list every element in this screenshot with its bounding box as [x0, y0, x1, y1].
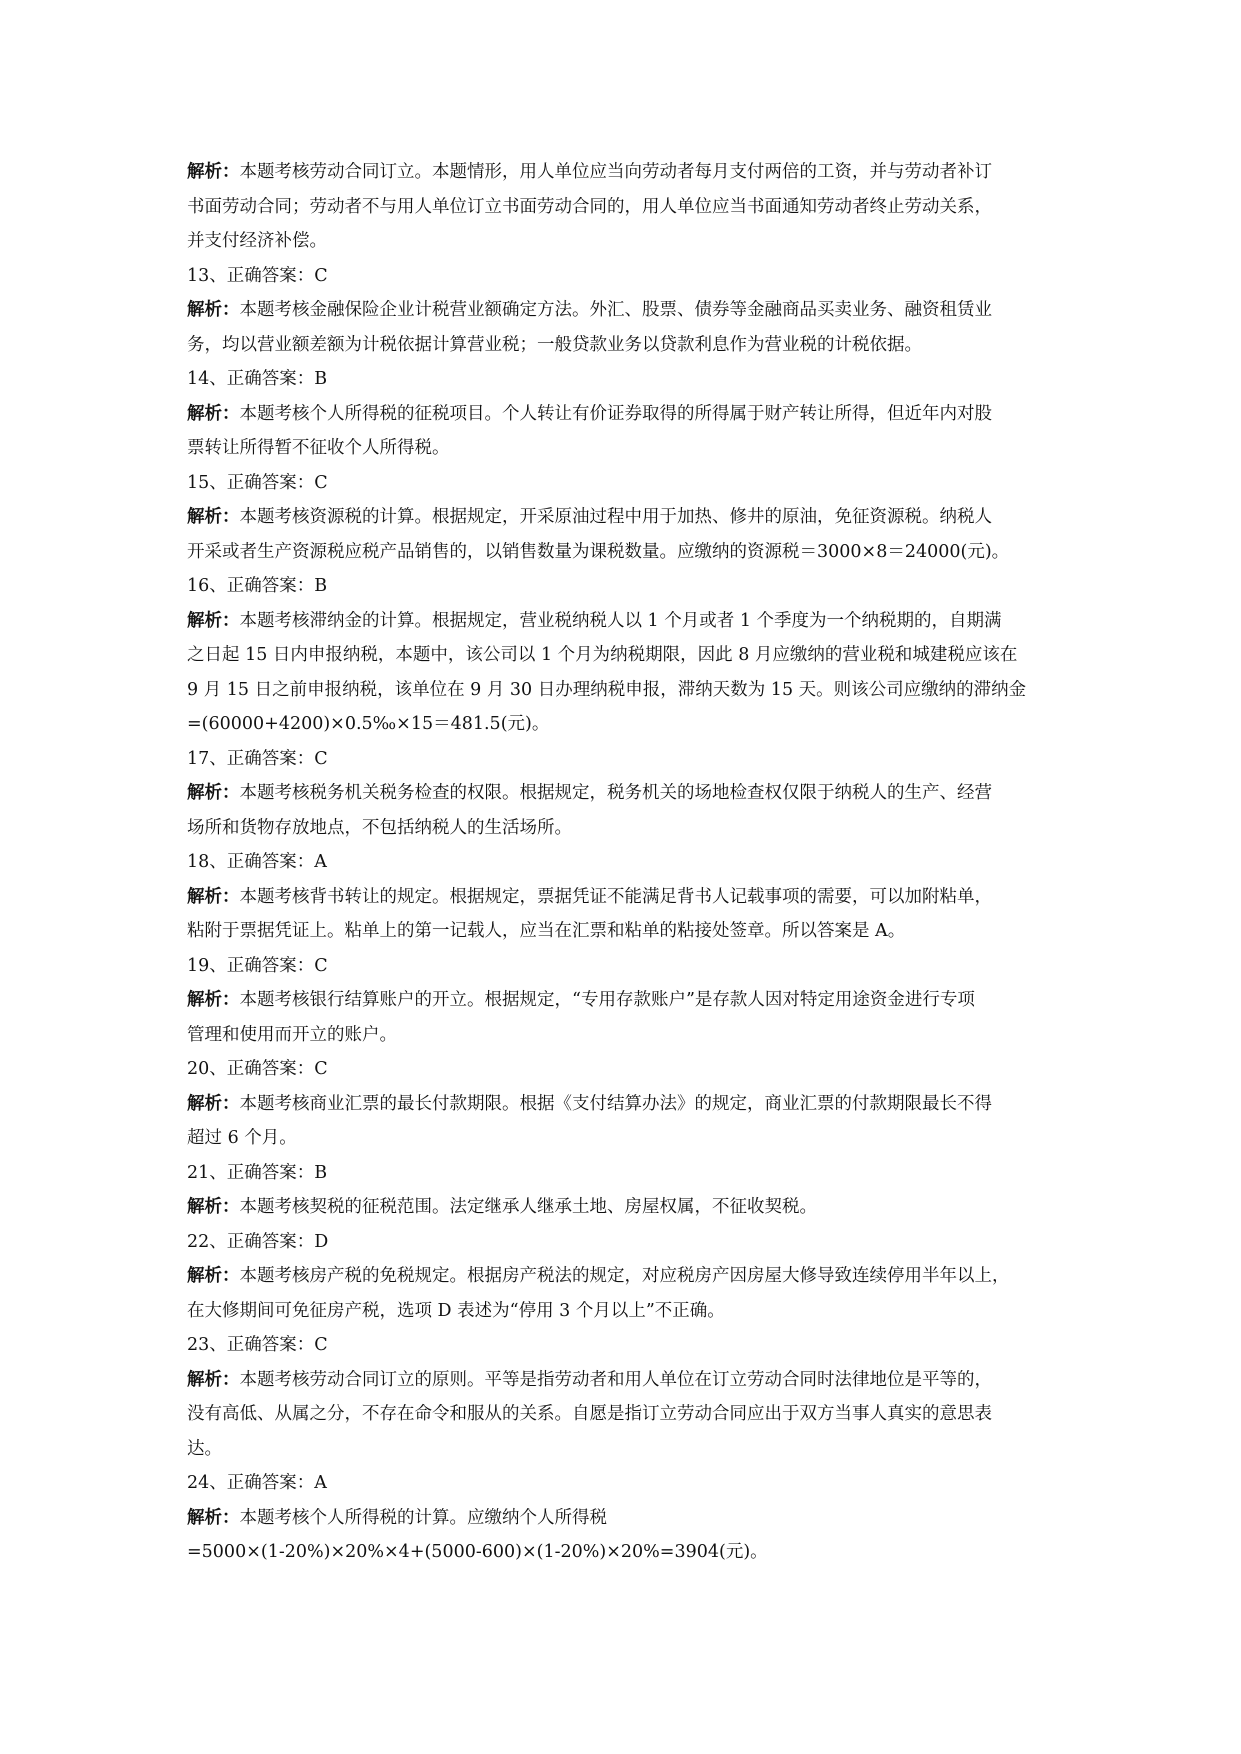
line-text: 22、正确答案：D — [187, 1231, 329, 1252]
text-line — [187, 914, 1053, 949]
line-text: 本题考核银行结算账户的开立。根据规定，“专用存款账户”是存款人因对特定用途资金进行专项 — [239, 990, 975, 1010]
analysis-line — [187, 776, 1053, 811]
line-text: 本题考核滞纳金的计算。根据规定，营业税纳税人以 1 个月或者 1 个季度为一个纳税期的，自期满 — [239, 610, 1002, 631]
line-text: 场所和货物存放地点，不包括纳税人的生活场所。 — [187, 817, 572, 838]
answer-line — [187, 1156, 1053, 1191]
line-text: 粘附于票据凭证上。粘单上的第一记载人，应当在汇票和粘单的粘接处签章。所以答案是 A。 — [187, 921, 906, 941]
text-line — [187, 811, 1053, 846]
analysis-label: 解析： — [187, 1093, 240, 1114]
analysis-line — [187, 397, 1053, 432]
line-text: 本题考核个人所得税的征税项目。个人转让有价证券取得的所得属于财产转让所得，但近年内对股 — [239, 403, 992, 424]
analysis-label: 解析： — [187, 1197, 240, 1217]
answer-line — [187, 362, 1053, 397]
text-line — [187, 1121, 1053, 1156]
analysis-label: 解析： — [187, 1266, 240, 1286]
line-text: =(60000+4200)×0.5‰×15＝481.5(元)。 — [187, 714, 550, 734]
text-line — [187, 1397, 1053, 1432]
analysis-line — [187, 293, 1053, 328]
line-text: 票转让所得暂不征收个人所得税。 — [187, 438, 450, 458]
line-text: 19、正确答案：C — [187, 955, 328, 976]
line-text: 本题考核背书转让的规定。根据规定，票据凭证不能满足背书人记载事项的需要，可以加附粘单， — [239, 886, 992, 907]
line-text: 17、正确答案：C — [187, 748, 328, 769]
analysis-line — [187, 500, 1053, 535]
text-line — [187, 328, 1053, 363]
analysis-line — [187, 604, 1053, 639]
text-line — [187, 224, 1053, 259]
analysis-line — [187, 983, 1053, 1018]
answer-line — [187, 259, 1053, 294]
answer-line — [187, 569, 1053, 604]
line-text: 达。 — [187, 1438, 222, 1459]
answer-line — [187, 742, 1053, 777]
line-text: 之日起 15 日内申报纳税，本题中，该公司以 1 个月为纳税期限，因此 8 月应缴纳的营业税和城建税应该在 — [187, 645, 1018, 665]
answer-line — [187, 1466, 1053, 1501]
line-text: =5000×(1-20%)×20%×4+(5000-600)×(1-20%)×20%=3904(元)。 — [187, 1542, 768, 1562]
document-page — [187, 155, 1053, 1570]
analysis-label: 解析： — [187, 1507, 240, 1528]
line-text: 16、正确答案：B — [187, 576, 328, 596]
line-text: 务，均以营业额差额为计税依据计算营业税；一般贷款业务以贷款利息作为营业税的计税依据。 — [187, 334, 922, 355]
text-line — [187, 431, 1053, 466]
line-text: 本题考核资源税的计算。根据规定，开采原油过程中用于加热、修井的原油，免征资源税。纳税人 — [239, 507, 992, 527]
line-text: 并支付经济补偿。 — [187, 231, 327, 251]
text-line — [187, 1432, 1053, 1467]
answer-line — [187, 1052, 1053, 1087]
analysis-line — [187, 880, 1053, 915]
line-text: 本题考核税务机关税务检查的权限。根据规定，税务机关的场地检查权仅限于纳税人的生产、经营 — [239, 783, 992, 803]
line-text: 本题考核金融保险企业计税营业额确定方法。外汇、股票、债券等金融商品买卖业务、融资租赁业 — [239, 300, 992, 320]
answer-line — [187, 1328, 1053, 1363]
line-text: 本题考核劳动合同订立。本题情形，用人单位应当向劳动者每月支付两倍的工资，并与劳动者补订 — [239, 162, 992, 182]
line-text: 21、正确答案：B — [187, 1162, 328, 1183]
answer-line — [187, 949, 1053, 984]
line-text: 本题考核商业汇票的最长付款期限。根据《支付结算办法》的规定，商业汇票的付款期限最长不得 — [239, 1093, 992, 1114]
analysis-label: 解析： — [187, 1369, 240, 1390]
line-text: 20、正确答案：C — [187, 1059, 328, 1079]
line-text: 9 月 15 日之前申报纳税，该单位在 9 月 30 日办理纳税申报，滞纳天数为 15 天。则该公司应缴纳的滞纳金 — [187, 679, 1027, 700]
text-line — [187, 1018, 1053, 1053]
text-line — [187, 638, 1053, 673]
line-text: 在大修期间可免征房产税，选项 D 表述为“停用 3 个月以上”不正确。 — [187, 1300, 725, 1321]
text-line — [187, 535, 1053, 570]
line-text: 本题考核房产税的免税规定。根据房产税法的规定，对应税房产因房屋大修导致连续停用半年以上， — [239, 1266, 1010, 1286]
analysis-label: 解析： — [187, 507, 240, 527]
line-text: 书面劳动合同；劳动者不与用人单位订立书面劳动合同的，用人单位应当书面通知劳动者终止劳动关系， — [187, 196, 992, 217]
analysis-line — [187, 1501, 1053, 1536]
line-text: 开采或者生产资源税应税产品销售的，以销售数量为课税数量。应缴纳的资源税＝3000×8＝24000(元)。 — [187, 541, 1010, 562]
analysis-label: 解析： — [187, 300, 240, 320]
answer-line — [187, 845, 1053, 880]
line-text: 超过 6 个月。 — [187, 1128, 297, 1148]
answer-line — [187, 1225, 1053, 1260]
line-text: 14、正确答案：B — [187, 369, 328, 389]
line-text: 23、正确答案：C — [187, 1335, 328, 1355]
line-text: 本题考核劳动合同订立的原则。平等是指劳动者和用人单位在订立劳动合同时法律地位是平等的， — [239, 1369, 992, 1390]
analysis-label: 解析： — [187, 990, 240, 1010]
text-line — [187, 673, 1053, 708]
analysis-line — [187, 155, 1053, 190]
text-line — [187, 1294, 1053, 1329]
analysis-line — [187, 1363, 1053, 1398]
text-line — [187, 190, 1053, 225]
line-text: 13、正确答案：C — [187, 265, 328, 286]
line-text: 本题考核契税的征税范围。法定继承人继承土地、房屋权属，不征收契税。 — [239, 1197, 817, 1217]
analysis-label: 解析： — [187, 610, 240, 631]
analysis-label: 解析： — [187, 403, 240, 424]
text-line — [187, 707, 1053, 742]
analysis-line — [187, 1190, 1053, 1225]
line-text: 没有高低、从属之分，不存在命令和服从的关系。自愿是指订立劳动合同应出于双方当事人真实的意思表 — [187, 1404, 992, 1424]
analysis-line — [187, 1087, 1053, 1122]
analysis-line — [187, 1259, 1053, 1294]
line-text: 24、正确答案：A — [187, 1473, 327, 1493]
analysis-label: 解析： — [187, 162, 240, 182]
analysis-label: 解析： — [187, 886, 240, 907]
answer-line — [187, 466, 1053, 501]
line-text: 管理和使用而开立的账户。 — [187, 1024, 397, 1045]
analysis-label: 解析： — [187, 783, 240, 803]
text-line — [187, 1535, 1053, 1570]
line-text: 18、正确答案：A — [187, 852, 327, 872]
line-text: 本题考核个人所得税的计算。应缴纳个人所得税 — [239, 1507, 607, 1528]
line-text: 15、正确答案：C — [187, 472, 328, 493]
